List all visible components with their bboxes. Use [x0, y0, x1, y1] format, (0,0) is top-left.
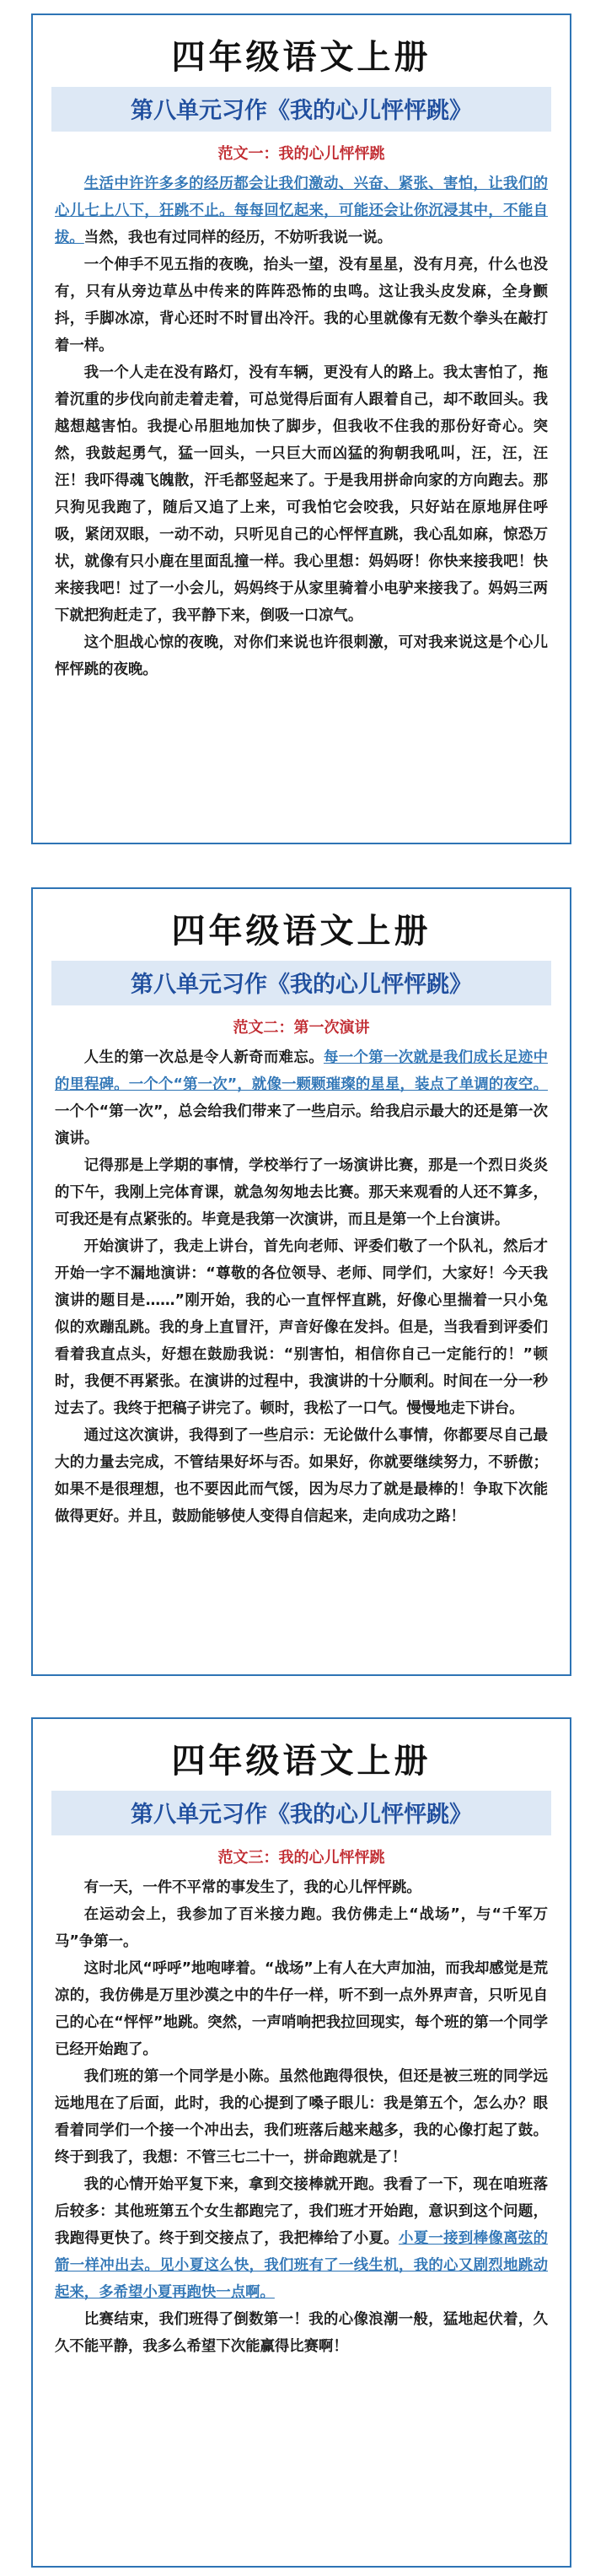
essay-card-1	[31, 13, 571, 844]
paragraph: 这个胆战心惊的夜晚，对你们来说也许很刺激，可对我来说这是个心儿怦怦跳的夜晚。	[55, 634, 548, 678]
paragraph: 记得那是上学期的事情，学校举行了一场演讲比赛，那是一个烈日炎炎的下午，我刚上完体育课，就急匆匆地去比赛。那天来观看的人还不算多，可我还是有点紧张的。毕竟是我第一次演讲，而且是第一个上台演讲。	[55, 1157, 548, 1228]
main-title: 四年级语文上册	[171, 1741, 432, 1781]
essay-body	[55, 1044, 548, 1530]
paragraph: 这时北风“呼呼”地咆哮着。“战场”上有人在大声加油，而我却感觉是荒凉的，我仿佛是万里沙漠之中的牛仔一样，听不到一点外界声音，只听见自己的心在“怦怦”地跳。突然，一声哨响把我拉回现实，每个班的第一个同学已经开始跑了。	[55, 1960, 548, 2058]
paragraph: 一个伸手不见五指的夜晚，抬头一望，没有星星，没有月亮，什么也没有，只有从旁边草丛中传来的阵阵恐怖的虫鸣。这让我头皮发麻，全身颤抖，手脚冰凉，背心还时不时冒出冷汗。我的心里就像有无数个拳头在敲打着一样。	[55, 256, 548, 354]
paragraph: 有一天，一件不平常的事发生了，我的心儿怦怦跳。	[83, 1879, 421, 1896]
paragraph: 生活中许许多多的经历都会让我们激动、兴奋、紧张、害怕，让我们的心儿七上八下，狂跳不止。每每回忆起来，可能还会让你沉浸其中，不能自拔。当然，我也有过同样的经历，不妨听我说一说。	[55, 175, 548, 246]
paragraph: 人生的第一次总是令人新奇而难忘。每一个第一次就是我们成长足迹中的里程碑。一个个“第一次”，就像一颗颗璀璨的星星，装点了单调的夜空。一个个“第一次”，总会给我们带来了一些启示。给我启示最大的还是第一次演讲。	[55, 1049, 548, 1147]
main-title: 四年级语文上册	[171, 911, 432, 951]
paragraph: 我的心情开始平复下来，拿到交接棒就开跑。我看了一下，现在咱班落后较多：其他班第五个女生都跑完了，我们班才开始跑，意识到这个问题，我跑得更快了。终于到交接点了，我把棒给了小夏。小夏一接到棒像离弦的箭一样冲出去。见小夏这么快，我们班有了一线生机，我的心又剧烈地跳动起来，多希望小夏再跑快一点啊。	[55, 2176, 548, 2301]
paragraph: 我们班的第一个同学是小陈。虽然他跑得很快，但还是被三班的同学远远地甩在了后面，此时，我的心提到了嗓子眼儿：我是第五个，怎么办？眼看着同学们一个接一个冲出去，我们班落后越来越多，我的心像打起了鼓。终于到我了，我想：不管三七二十一，拼命跑就是了！	[55, 2068, 548, 2166]
paragraph: 在运动会上，我参加了百米接力跑。我仿佛走上“战场”，与“千军万马”争第一。	[55, 1906, 548, 1950]
sample-essay-title: 范文一：我的心儿怦怦跳	[217, 145, 385, 163]
paragraph: 比赛结束，我们班得了倒数第一！我的心像浪潮一般，猛地起伏着，久久不能平静，我多么希望下次能赢得比赛啊！	[55, 2311, 548, 2355]
highlighted-sentence: 每一个第一次就是我们成长足迹中的里程碑。一个个“第一次”，就像一颗颗璀璨的星星，装点了单调的夜空。	[55, 1049, 548, 1093]
sample-essay-title: 范文二：第一次演讲	[233, 1019, 370, 1037]
essay-body	[55, 170, 548, 683]
highlighted-sentence: 小夏一接到棒像离弦的箭一样冲出去。见小夏这么快，我们班有了一线生机，我的心又剧烈地跳动起来，多希望小夏再跑快一点啊。	[55, 2230, 548, 2301]
unit-subtitle-banner: 第八单元习作《我的心儿怦怦跳》	[51, 87, 551, 132]
essay-card-3	[31, 1717, 571, 2568]
main-title: 四年级语文上册	[171, 37, 432, 77]
unit-subtitle-banner: 第八单元习作《我的心儿怦怦跳》	[51, 961, 551, 1005]
highlighted-sentence: 生活中许许多多的经历都会让我们激动、兴奋、紧张、害怕，让我们的心儿七上八下，狂跳不止。每每回忆起来，可能还会让你沉浸其中，不能自拔。	[55, 175, 548, 246]
essay-card-2	[31, 887, 571, 1676]
paragraph: 通过这次演讲，我得到了一些启示：无论做什么事情，你都要尽自己最大的力量去完成，不管结果好坏与否。如果好，你就要继续努力，不骄傲；如果不是很理想，也不要因此而气馁，因为尽力了就是最棒的！争取下次能做得更好。并且，鼓励能够使人变得自信起来，走向成功之路！	[55, 1427, 548, 1525]
unit-subtitle-banner: 第八单元习作《我的心儿怦怦跳》	[51, 1791, 551, 1835]
sample-essay-title: 范文三：我的心儿怦怦跳	[217, 1849, 385, 1867]
paragraph: 我一个人走在没有路灯，没有车辆，更没有人的路上。我太害怕了，拖着沉重的步伐向前走着走着，可总觉得后面有人跟着自己，却不敢回头。我越想越害怕。我提心吊胆地加快了脚步，但我收不住我的那份好奇心。突然，我鼓起勇气，猛一回头，一只巨大而凶猛的狗朝我吼叫，汪，汪，汪汪！我吓得魂飞魄散，汗毛都竖起来了。于是我用拼命向家的方向跑去。那只狗见我跑了，随后又追了上来，可我怕它会咬我，只好站在原地屏住呼吸，紧闭双眼，一动不动，只听见自己的心怦怦直跳，我心乱如麻，惊恐万状，就像有只小鹿在里面乱撞一样。我心里想：妈妈呀！你快来接我吧！快来接我吧！过了一小会儿，妈妈终于从家里骑着小电驴来接我了。妈妈三两下就把狗赶走了，我平静下来，倒吸一口凉气。	[55, 364, 548, 624]
essay-body	[55, 1874, 548, 2360]
paragraph: 开始演讲了，我走上讲台，首先向老师、评委们敬了一个队礼，然后才开始一字不漏地演讲：“尊敬的各位领导、老师、同学们，大家好！今天我演讲的题目是……”刚开始，我的心一直怦怦直跳，好像心里揣着一只小兔似的欢蹦乱跳。我的身上直冒汗，声音好像在发抖。但是，当我看到评委们看着我直点头，好想在鼓励我说：“别害怕，相信你自己一定能行的！”顿时，我便不再紧张。在演讲的过程中，我演讲的十分顺利。时间在一分一秒过去了。我终于把稿子讲完了。顿时，我松了一口气。慢慢地走下讲台。	[55, 1238, 548, 1417]
